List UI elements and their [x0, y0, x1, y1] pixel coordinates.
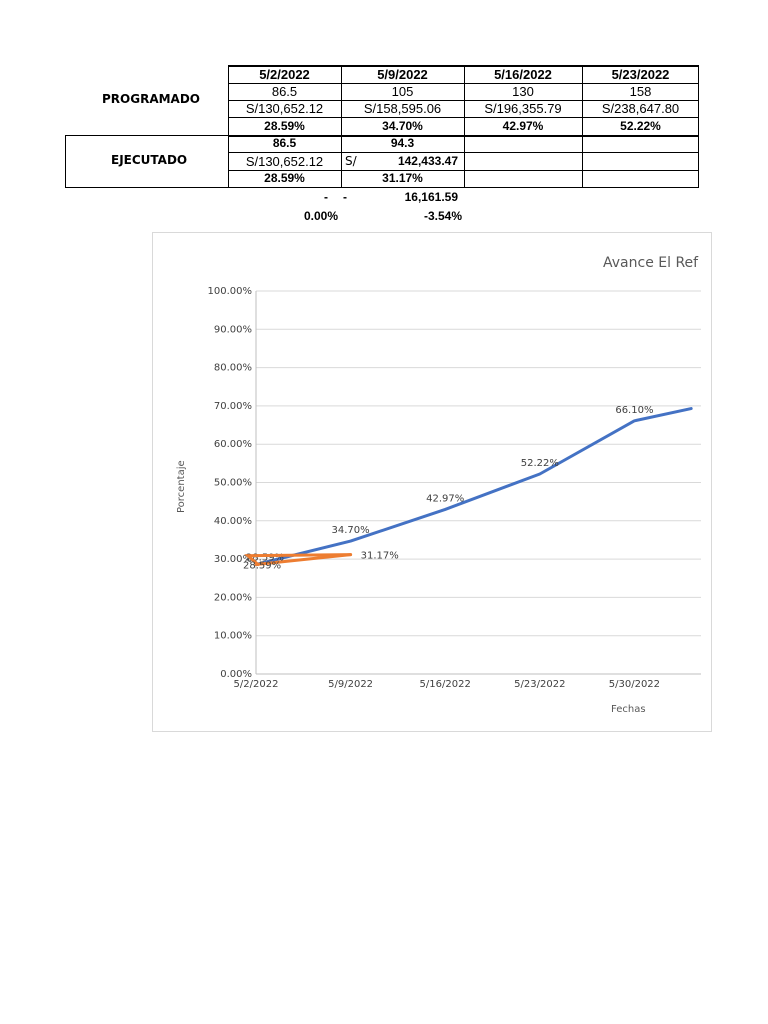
data-label: 66.10%: [615, 404, 654, 416]
x-tick-label: 5/16/2022: [419, 679, 471, 690]
y-tick-label: 80.00%: [213, 362, 252, 374]
series-line-1: [256, 409, 691, 565]
y-tick-label: 40.00%: [213, 515, 252, 527]
x-axis-label: Fechas: [611, 704, 646, 715]
ejec-amount-2: 142,433.47: [397, 154, 458, 168]
y-tick-label: 0.00%: [220, 669, 252, 680]
diff-dash-2: -: [343, 190, 347, 204]
ejec-qty-2: 94.3: [390, 136, 415, 150]
ejec-qty-1: 86.5: [272, 136, 297, 150]
prog-qty-4: 158: [629, 84, 652, 99]
data-label: 28.59%: [245, 552, 285, 564]
y-tick-label: 70.00%: [213, 400, 252, 412]
data-label: 31.17%: [360, 550, 399, 562]
ejec-amount-currency: S/: [345, 154, 357, 168]
prog-amount-4: S/238,647.80: [601, 101, 680, 116]
prog-pct-2: 34.70%: [382, 119, 423, 133]
ejecutado-box-top: [65, 135, 228, 136]
table-hline: [228, 187, 699, 188]
prog-pct-1: 28.59%: [264, 119, 305, 133]
prog-qty-3: 130: [512, 84, 534, 99]
data-label: 28.59%: [243, 560, 282, 572]
x-tick-label: 5/23/2022: [514, 679, 566, 690]
prog-amount-3: S/196,355.79: [484, 101, 562, 116]
prog-pct-4: 52.22%: [620, 119, 661, 133]
ejec-amount-1: S/130,652.12: [245, 154, 324, 169]
chart-frame: [152, 232, 712, 732]
data-label: 34.70%: [331, 525, 370, 537]
prog-amount-2: S/158,595.06: [363, 101, 442, 116]
y-tick-label: 20.00%: [213, 592, 252, 604]
ejecutado-box-left: [65, 135, 66, 187]
x-tick-label: 5/30/2022: [608, 679, 661, 690]
prog-qty-2: 105: [391, 84, 414, 99]
prog-qty-1: 86.5: [271, 84, 298, 99]
data-label: 52.22%: [520, 457, 559, 469]
y-tick-label: 50.00%: [213, 477, 252, 489]
header-date-2: 5/9/2022: [377, 67, 428, 82]
plot-area: [208, 286, 702, 690]
progress-line-chart: [153, 233, 712, 732]
header-date-1: 5/2/2022: [259, 67, 310, 82]
ejec-pct-2: 31.17%: [382, 171, 423, 185]
ejecutado-box-bottom: [65, 187, 228, 188]
header-date-4: 5/23/2022: [611, 67, 670, 82]
x-tick-label: 5/9/2022: [328, 679, 374, 690]
diff-amount: 16,161.59: [404, 190, 458, 204]
chart-title: Avance El Ref: [603, 255, 699, 271]
prog-amount-1: S/130,652.12: [245, 101, 324, 116]
y-tick-label: 100.00%: [207, 286, 252, 297]
ejecutado-label: EJECUTADO: [111, 153, 188, 167]
y-tick-label: 30.00%: [213, 554, 252, 566]
data-label: 42.97%: [426, 493, 465, 505]
x-tick-label: 5/2/2022: [233, 679, 279, 690]
prog-pct-3: 42.97%: [502, 119, 544, 133]
programado-label: PROGRAMADO: [102, 92, 201, 106]
y-tick-label: 90.00%: [213, 324, 252, 336]
diff-dash-1: -: [324, 190, 328, 204]
ejec-pct-1: 28.59%: [264, 171, 305, 185]
y-tick-label: 60.00%: [213, 439, 252, 451]
diff-pct-1: 0.00%: [303, 209, 338, 223]
y-tick-label: 10.00%: [213, 630, 252, 642]
diff-pct-2: -3.54%: [423, 209, 462, 223]
y-axis-label: Porcentaje: [176, 460, 187, 513]
header-date-3: 5/16/2022: [494, 67, 552, 82]
